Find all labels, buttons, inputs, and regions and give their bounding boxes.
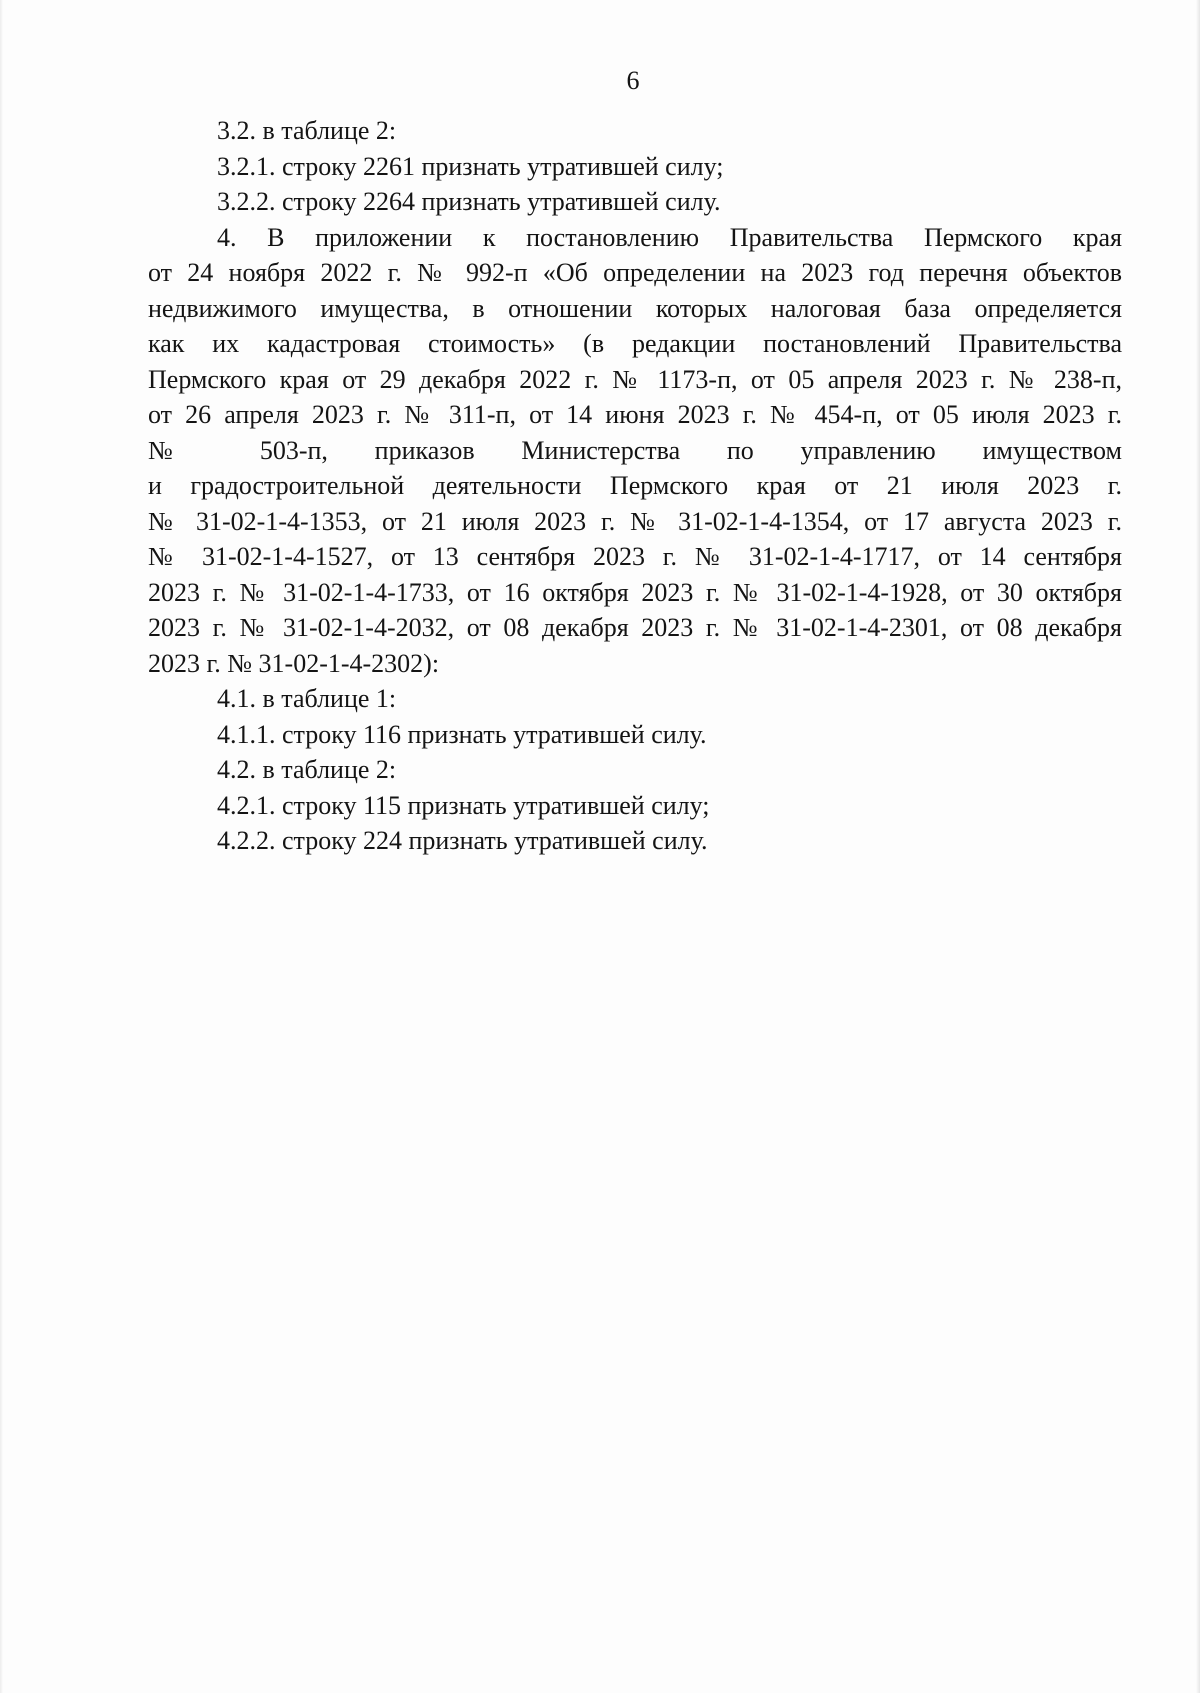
- text-line: Пермского края от 29 декабря 2022 г. № 1173-п, от 05 апреля 2023 г. № 238-п,: [148, 364, 1122, 394]
- text-line: и градостроительной деятельности Пермского края от 21 июля 2023 г.: [148, 471, 1122, 500]
- text-line: № 31-02-1-4-1527, от 13 сентября 2023 г. № 31-02-1-4-1717, от 14 сентября: [148, 542, 1122, 571]
- text-line: 4.1. в таблице 1:: [217, 684, 397, 713]
- text-line: недвижимого имущества, в отношении которых налоговая база определяется: [148, 293, 1122, 323]
- text-line: 4.2. в таблице 2:: [217, 755, 397, 784]
- document-body: [148, 113, 1122, 859]
- text-line: 2023 г. № 31-02-1-4-1733, от 16 октября 2023 г. № 31-02-1-4-1928, от 30 октября: [148, 577, 1122, 607]
- text-line: 2023 г. № 31-02-1-4-2032, от 08 декабря 2023 г. № 31-02-1-4-2301, от 08 декабря: [148, 613, 1122, 642]
- text-line: 4.2.1. строку 115 признать утратившей силу;: [217, 790, 710, 820]
- text-line: как их кадастровая стоимость» (в редакции постановлений Правительства: [148, 329, 1122, 358]
- text-line: 3.2. в таблице 2:: [217, 116, 397, 145]
- text-line: от 24 ноября 2022 г. № 992-п «Об определении на 2023 год перечня объектов: [148, 258, 1122, 287]
- text-line: 3.2.2. строку 2264 признать утратившей силу.: [217, 187, 721, 216]
- text-line: 4.2.2. строку 224 признать утратившей силу.: [217, 826, 708, 855]
- text-line: 4. В приложении к постановлению Правительства Пермского края: [217, 222, 1122, 252]
- scan-edge-left: [0, 0, 3, 1693]
- text-line: 4.1.1. строку 116 признать утратившей силу.: [217, 719, 707, 749]
- page-number: 6: [626, 66, 640, 95]
- text-line: 2023 г. № 31-02-1-4-2302):: [148, 648, 440, 678]
- text-line: от 26 апреля 2023 г. № 311-п, от 14 июня 2023 г. № 454-п, от 05 июля 2023 г.: [148, 400, 1122, 429]
- text-line: № 31-02-1-4-1353, от 21 июля 2023 г. № 31-02-1-4-1354, от 17 августа 2023 г.: [148, 506, 1122, 536]
- text-line: № 503-п, приказов Министерства по управлению имуществом: [148, 435, 1122, 465]
- scan-edge-right: [1196, 0, 1200, 1693]
- text-line: 3.2.1. строку 2261 признать утратившей силу;: [217, 151, 724, 181]
